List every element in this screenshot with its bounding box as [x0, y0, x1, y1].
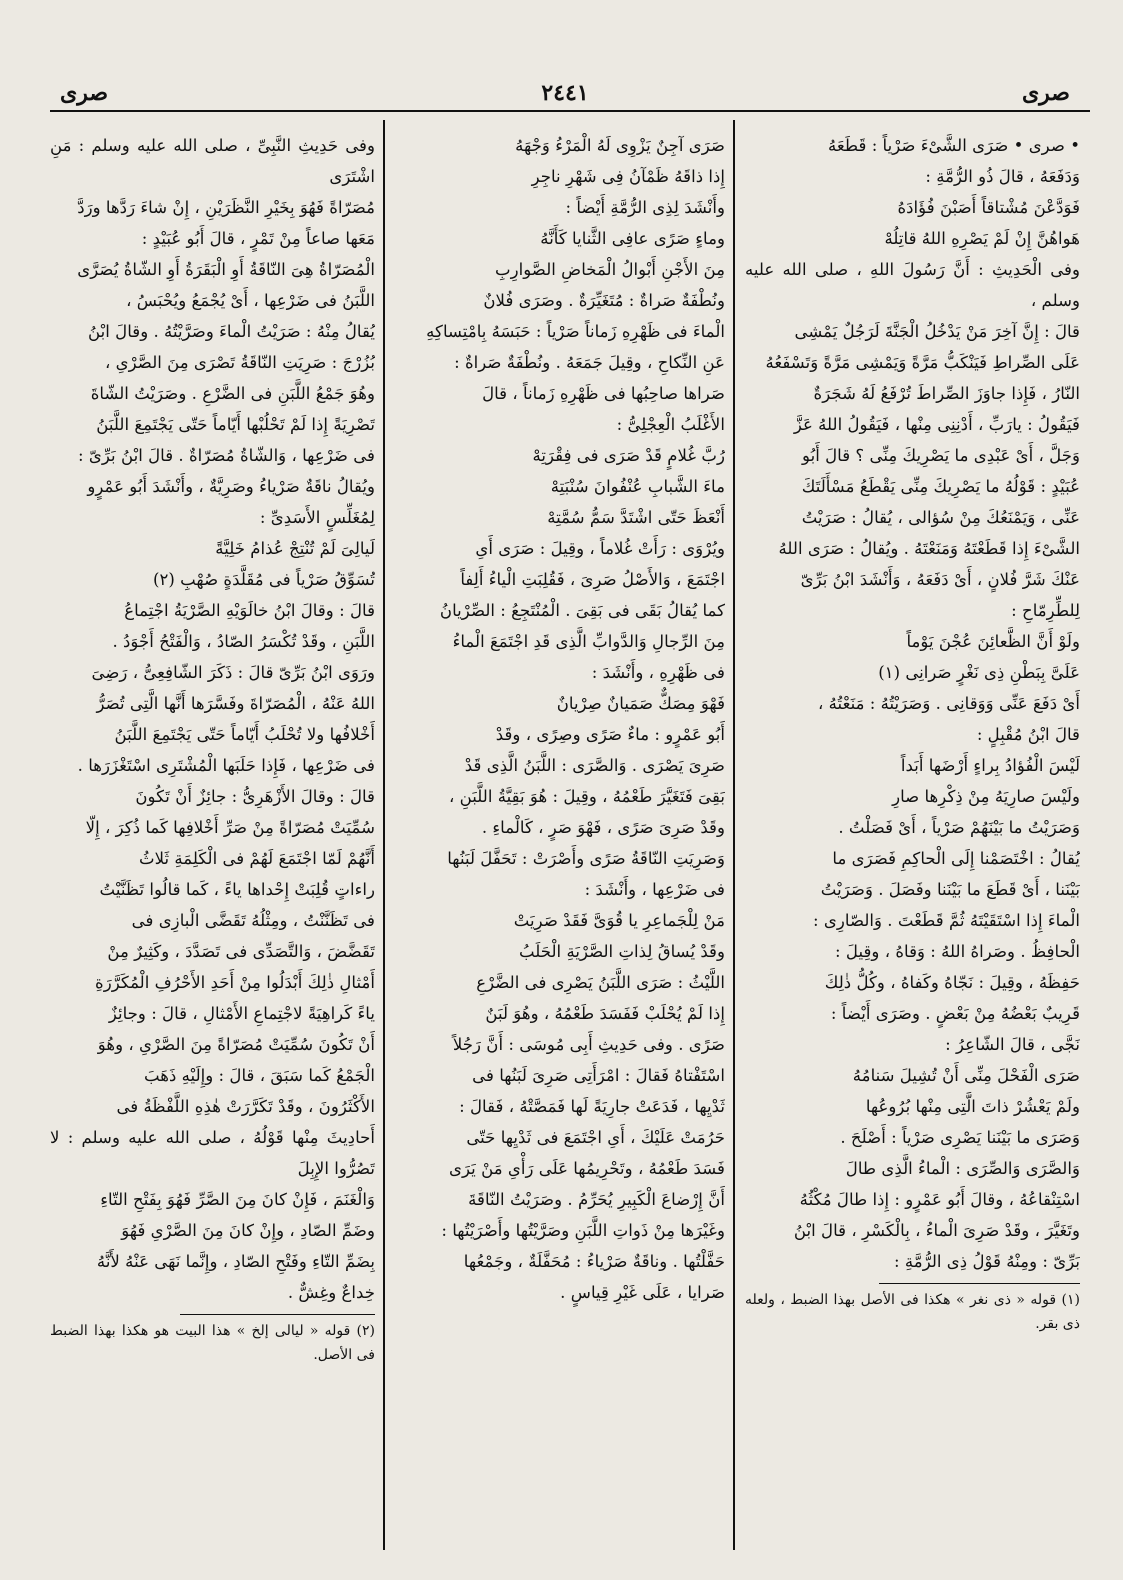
text-line: فى ظَهْرِهِ ، وأَنْشَدَ :	[591, 663, 725, 682]
text-line: حَفِظَهُ ، وقِيلَ : نَجّاهُ وكَفاهُ ، وكُلُّ ذٰلِكَ	[824, 973, 1080, 992]
text-line: اسْتَفْتاهُ فَقالَ : امْرَأَتِى صَرِىَ لَبَنُها فى	[472, 1066, 725, 1085]
text-line: عُبَيْدٍ : قَوْلُهُ ما يَصْرِيكَ مِنِّى يَقْطَعُ مَسْأَلَتَكَ	[801, 477, 1080, 496]
right-column	[745, 130, 1080, 1530]
right-footnote: (١) قوله « ذى نغر » هكذا فى الأصل بهذا الضبط ، ولعله ذى بقر.	[745, 1292, 1080, 1332]
text-line: يُقالُ مِنْهُ : صَرَيْتُ الْماءَ وصَرَّيْتُهُ . وقالَ ابْنُ	[88, 322, 375, 341]
text-line: لِلطِّرِمّاحِ :	[1011, 601, 1080, 620]
text-line: ولَوْ أَنَّ الظَّعائِنَ عُجْنَ يَوْماً	[906, 632, 1080, 651]
text-line: ويُرْوَى : رَأَتْ غُلاماً ، وقِيلَ : صَرَى أَىِ	[475, 539, 725, 558]
text-line: إِذا ذاقَهُ ظَمْآنُ فِى شَهْرِ ناجِرِ	[531, 167, 725, 186]
left-column	[50, 130, 375, 1530]
text-line: وهُوَ جَمْعُ اللَّبَنِ فى الضَّرْعِ . وصَرَيْتُ الشّاةَ	[90, 384, 375, 403]
text-line: الشَّىْءَ إِذا قَطَعْتَهُ وَمَنَعْتَهُ . ويُقالُ : صَرَى اللهُ	[778, 539, 1080, 558]
text-line: بَرِّىّ : ومِنْهُ قَوْلُ ذِى الرُّمَّةِ :	[894, 1252, 1080, 1271]
text-line: لَيْسَ الْفُؤادُ بِراءٍ أَرْضَها أَبَداً	[900, 756, 1080, 775]
middle-column-body	[395, 130, 725, 1308]
text-line: اللَّبَنُ فى ضَرْعِها ، أَىْ يُجْمَعُ ويُحْبَسُ ،	[126, 291, 375, 310]
text-line: فَهْوَ مِصَكٌّ صَمَيانٌ صِرْيانٌ	[556, 694, 725, 713]
text-line: وتَغَيَّرَ ، وقَدْ صَرِىَ الْماءُ ، بِالْكَسْرِ ، قالَ ابْنُ	[793, 1221, 1080, 1240]
text-line: وأَنْشَدَ لِذِى الرُّمَّةِ أَيْضاً :	[565, 198, 725, 217]
text-line: ويُقالُ ناقَةٌ صَرْياءُ وصَرِيَّةٌ ، وأَنْشَدَ أَبُو عَمْرٍو	[87, 477, 375, 496]
text-line: عَنْكَ شَرَّ فُلانٍ ، أَىْ دَفَعَهُ ، وَأَنْشَدَ ابْنُ بَرِّىّ	[800, 570, 1080, 589]
text-line: وضَمِّ الصّادِ ، وإِنْ كانَ مِنَ الصَّرْىِ فَهُوَ	[121, 1221, 375, 1240]
text-line: إِذا لَمْ يُحْلَبْ فَفَسَدَ طَعْمُهُ ، وهُوَ لَبَنٌ	[485, 1004, 725, 1023]
header-root-word-left: صرى	[60, 80, 109, 106]
text-line: اللَّيْثُ : صَرَى اللَّبَنُ يَصْرِى فى الضَّرْعِ	[476, 973, 725, 992]
text-line: صَرايا ، عَلَى غَيْرِ قِياسٍ .	[560, 1283, 725, 1302]
text-line: مَنْ لِلْجَماعِرِ يا قُوَىَّ فَقَدْ صَرِيَتْ	[513, 911, 725, 930]
text-line: بَقِىَ فَتَغَيَّرَ طَعْمُهُ ، وقِيلَ : هُوَ بَقِيَّةُ اللَّبَنِ ،	[449, 787, 725, 806]
text-line: ولَيْسَ صارِيَهُ مِنْ ذِكْرِها صارِ	[892, 787, 1080, 806]
middle-column	[395, 130, 725, 1530]
text-line: خِداعٌ وغِشٌّ .	[287, 1283, 375, 1302]
text-line: الأَغْلَبُ الْعِجْلِىُّ :	[616, 415, 725, 434]
text-line: فى تَظَنَّنْتُ ، ومِثْلُهُ تَقَضَّى الْبازِى فى	[131, 911, 375, 930]
text-line: وَالْغَنَمَ ، فَإِنْ كانَ مِنَ الصَّرِّ فَهُوَ بِفَتْحِ التّاءِ	[100, 1190, 375, 1209]
text-line: الْماءَ فى ظَهْرِهِ زَماناً صَرْياً : حَبَسَهُ بِامْتِساكِهِ	[426, 322, 725, 341]
text-line: ياءً كَراهِيَةً لاجْتِماعِ الأَمْثالِ ، قالَ : وجائِزٌ	[108, 1004, 375, 1023]
text-line: أَنَّهُمْ لَمّا اجْتَمَعَ لَهُمْ فى الْكَلِمَةِ ثَلاثُ	[138, 849, 375, 868]
text-line: اللهُ عَنْهُ ، الْمُصَرّاةَ وفَسَّرَها أَنَّها الَّتِى تُصَرُّ	[96, 694, 375, 713]
text-line: سُمِّيَتْ مُصَرّاةً مِنْ صَرِّ أَخْلافِها كَما ذُكِرَ ، إِلّا	[85, 818, 375, 837]
text-line: الْجَمْعُ كَما سَبَقَ ، قالَ : وإِلَيْهِ ذَهَبَ	[143, 1066, 375, 1085]
text-line: عَنِّى ، وَيَمْنَعُكَ مِنْ سُؤالى ، يُقالُ : صَرَيْتُ	[801, 508, 1080, 527]
text-line: قالَ ابْنُ مُقْبِلٍ :	[976, 725, 1080, 744]
footnote-rule	[879, 1283, 1080, 1284]
text-line: بُزُرْجَ : صَرِيَتِ النّاقَةُ تَصْرَى مِنَ الصَّرْىِ ،	[105, 353, 375, 372]
text-line: كما يُقالُ بَقَى فى بَقِىَ . الْمُنْتَجِعُ : الصِّرْيانُ	[439, 601, 725, 620]
text-line: وفى الْحَدِيثِ : أَنَّ رَسُولَ اللهِ ، صلى الله عليه وسلم ،	[745, 260, 1080, 310]
page-header	[40, 80, 1090, 120]
text-line: حَفَّلْتُها . وناقَةٌ صَرْياءُ : مُحَفَّلَةٌ ، وجَمْعُها	[463, 1252, 725, 1271]
text-line: صَراها صاحِبُها فى ظَهْرِهِ زَماناً ، قالَ	[482, 384, 725, 403]
text-line: حَرُمَتْ عَلَيْكَ ، أَىِ اجْتَمَعَ فى ثَدْيِها حَتّى	[466, 1128, 725, 1147]
text-line: تُسَوِّقُ صَرْياً فى مُقَلَّدَةٍ صُهْبِ (٢)	[152, 570, 375, 589]
text-line: أَبُو عَمْرٍو : ماءٌ صَرًى وصِرًى ، وقَدْ	[495, 725, 725, 744]
text-line: لَيالِىَ لَمْ تُنْتِجْ عُذامُ خَلِيَّةً	[215, 539, 375, 558]
text-line: وفى حَدِيثِ النَّبِىِّ ، صلى الله عليه وسلم : مَنِ اشْتَرَى	[50, 136, 375, 186]
text-line: فَوَدَّعْنَ مُشْتاقاً أَصَبْنَ فُؤَادَهُ	[897, 198, 1080, 217]
header-root-word-right: صرى	[1021, 80, 1070, 106]
text-line: تَقَضَّضَ ، وَالتَّصَدِّى فى تَصَدَّدَ ، وكَثِيرٌ مِنْ	[107, 942, 375, 961]
text-line: اسْتِنْقاعُهُ ، وقالَ أَبُو عَمْرٍو : إِذا طالَ مُكْثُهُ	[799, 1190, 1080, 1209]
column-divider	[383, 120, 385, 1550]
text-line: الْماءَ إِذا اسْتَقَيْتَهُ ثُمَّ قَطَعْتَ . وَالصّارِى :	[813, 911, 1080, 930]
right-column-body	[745, 130, 1080, 1277]
text-line: مِنَ الأَجْنِ أَبْوالُ الْمَخاضِ الصَّوارِبِ	[494, 260, 725, 279]
left-column-body	[50, 130, 375, 1308]
text-line: النّارُ ، فَإِذا جاوَزَ الصِّراطَ تُرْفَعُ لَهُ شَجَرَةٌ	[813, 384, 1080, 403]
header-rule	[50, 110, 1090, 112]
text-line: نَجَّى ، قالَ الشّاعِرُ :	[945, 1035, 1080, 1054]
text-line: هَواهُنَّ إِنْ لَمْ يَصْرِهِ اللهُ قاتِلُهْ	[884, 229, 1080, 248]
dictionary-page	[40, 60, 1090, 1560]
text-line: قَرِيبٌ بَعْضُهُ مِنْ بَعْضٍ . وصَرَى أَيْضاً :	[830, 1004, 1080, 1023]
text-line: فى ضَرْعِها ، وَالشّاةُ مُصَرّاةٌ . قالَ ابْنُ بَرِّىّ :	[78, 446, 375, 465]
text-line: وماءٍ صَرًى عافِى الثَّنايا كَأَنَّهُ	[540, 229, 725, 248]
text-line: أَنْ تَكُونَ سُمِّيَتْ مُصَرّاةً مِنَ الصَّرْىِ ، وهُوَ	[97, 1035, 375, 1054]
text-line: اللَّبَنِ ، وقَدْ تُكْسَرُ الصّادُ ، وَالْفَتْحُ أَجْوَدُ .	[112, 632, 375, 651]
text-line: ونُطْفَةٌ صَراةٌ : مُتَغَيِّرَةٌ . وصَرَى فُلانٌ	[483, 291, 725, 310]
text-line: فَيَقُولُ : يارَبِّ ، أَدْنِنِى مِنْها ، فَيَقُولُ اللهُ عَزَّ	[793, 415, 1080, 434]
page-number: ٢٤٤١	[541, 80, 589, 106]
footnote-rule	[180, 1314, 375, 1315]
text-line: أَخْلافُها ولا تُحْلَبُ أَيّاماً حَتّى يَجْتَمِعَ اللَّبَنُ	[114, 725, 375, 744]
text-line: صَرَى الْفَحْلَ مِنِّى أَنْ تُشِيلَ سَنامُهُ	[852, 1066, 1080, 1085]
text-line: بِضَمِّ التّاءِ وفَتْحِ الصّادِ ، وإِنَّما نَهَى عَنْهُ لأَنَّهُ	[96, 1252, 375, 1271]
text-line: عَلَى الصِّراطِ فَيَنْكَبُّ مَرَّةً وَيَمْشِى مَرَّةً وَتَسْفَعُهُ	[765, 353, 1080, 372]
text-line: أَنْعَظَ حَتّى اشْتَدَّ سَمُّ سُمَّتِهْ	[547, 508, 725, 527]
left-footnote: (٢) قوله « ليالى إلخ » هذا البيت هو هكذا بهذا الضبط فى الأصل.	[50, 1323, 375, 1363]
text-line: لِمُغَلِّسٍ الأَسَدِىِّ :	[259, 508, 375, 527]
text-line: صَرًى . وفى حَدِيثِ أَبِى مُوسَى : أَنَّ رَجُلاً	[452, 1035, 725, 1054]
text-line: الْمُصَرّاةُ هِىَ النّاقَةُ أَوِ الْبَقَرَةُ أَوِ الشّاةُ يُصَرَّى	[77, 260, 375, 279]
text-line: وقَدْ صَرِىَ صَرًى ، فَهْوَ صَرٍ ، كَالْماءِ .	[481, 818, 725, 837]
text-line: • صرى • صَرَى الشَّىْءَ صَرْياً : قَطَعَهُ	[827, 136, 1080, 155]
text-line: وَالصَّرَى وَالصِّرَى : الْماءُ الَّذِى طالَ	[845, 1159, 1080, 1178]
text-line: وَصَرِيَتِ النّاقَةُ صَرًى وأَصْرَتْ : تَحَفَّلَ لَبَنُها	[447, 849, 725, 868]
text-line: وَدَفَعَهُ ، قالَ ذُو الرُّمَّةِ :	[925, 167, 1080, 186]
text-line: تَصْرِيَةً إِذا لَمْ تَحْلُبْها أَيّاماً حَتّى يَجْتَمِعَ اللَّبَنُ	[96, 415, 375, 434]
text-line: بَيْنَنا ، أَىْ قَطَعَ ما بَيْنَنا وفَصَلَ . وَصَرَيْتُ	[820, 880, 1080, 899]
text-line: أَنَّ إِرْضاعَ الْكَبِيرِ يُحَرِّمُ . وصَرَيْتُ النّاقَةَ	[468, 1190, 725, 1209]
text-line: فى ضَرْعِها ، وأَنْشَدَ :	[584, 880, 725, 899]
text-line: يُقالُ : اخْتَصَمْنا إِلَى الْحاكِمِ فَصَرَى ما	[832, 849, 1080, 868]
text-line: قالَ : وقالَ ابْنُ خالَوَيْهِ الصَّرْيَةُ اجْتِماعُ	[124, 601, 375, 620]
text-line: وَصَرَى ما بَيْنَنا يَصْرِى صَرْياً : أَصْلَحَ .	[840, 1128, 1080, 1147]
text-line: عَلَىَّ بِبَطْنِ ذِى نَغْرٍ صَرانِى (١)	[878, 663, 1080, 682]
text-line: فَسَدَ طَعْمُهُ ، وتَحْرِيمُها عَلَى رَأْىِ مَنْ يَرَى	[449, 1159, 725, 1178]
text-line: أَىْ دَفَعَ عَنِّى وَوَقانِى . وَصَرَيْتُهُ : مَنَعْتُهُ ،	[818, 694, 1080, 713]
text-line: مَعَها صاعاً مِنْ تَمْرٍ ، قالَ أَبُو عُبَيْدٍ :	[141, 229, 375, 248]
text-line: أَحادِيثَ مِنْها قَوْلُهُ ، صلى الله عليه وسلم : لا تَصُرُّوا الإِبِلَ	[50, 1128, 375, 1178]
text-line: قالَ : إِنَّ آخِرَ مَنْ يَدْخُلُ الْجَنَّةَ لَرَجُلٌ يَمْشِى	[794, 322, 1080, 341]
text-line: راءاتٍ قُلِبَتْ إِحْداها ياءً ، كَما قالُوا تَظَنَّيْتُ	[99, 880, 375, 899]
text-line: ثَدْيِها ، فَدَعَتْ جارِيَةً لَها فَمَصَّتْهُ ، فَقالَ :	[459, 1097, 725, 1116]
text-line: أَمْثالِ ذٰلِكَ أَبْدَلُوا مِنْ أَحَدِ الأَحْرُفِ الْمُكَرَّرَةِ	[95, 973, 375, 992]
text-line: مِنَ الرِّجالِ وَالدَّوابِّ الَّذِى قَدِ اجْتَمَعَ الْماءُ	[452, 632, 725, 651]
text-line: عَنِ النِّكاحِ ، وقِيلَ جَمَعَهُ . ونُطْفَةٌ صَراةٌ :	[454, 353, 725, 372]
text-line: وغَيْرَها مِنْ ذَواتِ اللَّبَنِ وصَرَّيْتُها وأَصْرَيْتُها :	[441, 1221, 725, 1240]
text-line: رُبَّ غُلامٍ قَدْ صَرَى فى فِقْرَتِهْ	[532, 446, 725, 465]
text-line: صَرَى آجِنٌ يَزْوِى لَهُ الْمَرْءُ وَجْهَهُ	[515, 136, 725, 155]
text-line: الأَكْثَرُونَ ، وقَدْ تَكَرَّرَتْ هٰذِهِ اللَّفْظَةُ فى	[116, 1097, 375, 1116]
text-line: وَجَلَّ ، أَىْ عَبْدِى ما يَصْرِيكَ مِنِّى ؟ قالَ أَبُو	[802, 446, 1080, 465]
column-divider	[733, 120, 735, 1550]
text-line: ماءَ الشَّبابِ عُنْفُوانَ سُنْبَتِهْ	[550, 477, 725, 496]
text-line: الْحافِظُ . وصَراهُ اللهُ : وَقاهُ ، وقِيلَ :	[835, 942, 1080, 961]
text-line: وَصَرَيْتُ ما بَيْنَهُمْ صَرْياً ، أَىْ فَصَلْتُ .	[838, 818, 1080, 837]
text-line: ولَمْ يَعْشُرْ ذاتَ الَّتِى مِنْها بُرُوعُها	[865, 1097, 1080, 1116]
text-line: اجْتَمَعَ ، وَالأَصْلُ صَرِىَ ، فَقُلِبَتِ الْياءُ أَلِفاً	[460, 570, 725, 589]
text-line: وقَدْ يُساقُ لِذاتِ الصَّرْيَةِ الْحَلَبُ	[519, 942, 725, 961]
text-line: ورَوَى ابْنُ بَرِّىّ قالَ : ذَكَرَ الشّافِعِىُّ ، رَضِىَ	[91, 663, 375, 682]
text-line: قالَ : وقالَ الأَزْهَرِىُّ : جائِزٌ أَنْ تَكُونَ	[135, 787, 375, 806]
text-line: مُصَرّاةً فَهُوَ بِخَيْرِ النَّظَرَيْنِ ، إِنْ شاءَ رَدَّها ورَدَّ	[77, 198, 375, 217]
text-line: صَرِىَ يَصْرَى . وَالصَّرَى : اللَّبَنُ الَّذِى قَدْ	[464, 756, 725, 775]
text-line: فى ضَرْعِها ، فَإِذا حَلَبَها الْمُشْتَرِى اسْتَغْزَرَها .	[77, 756, 375, 775]
